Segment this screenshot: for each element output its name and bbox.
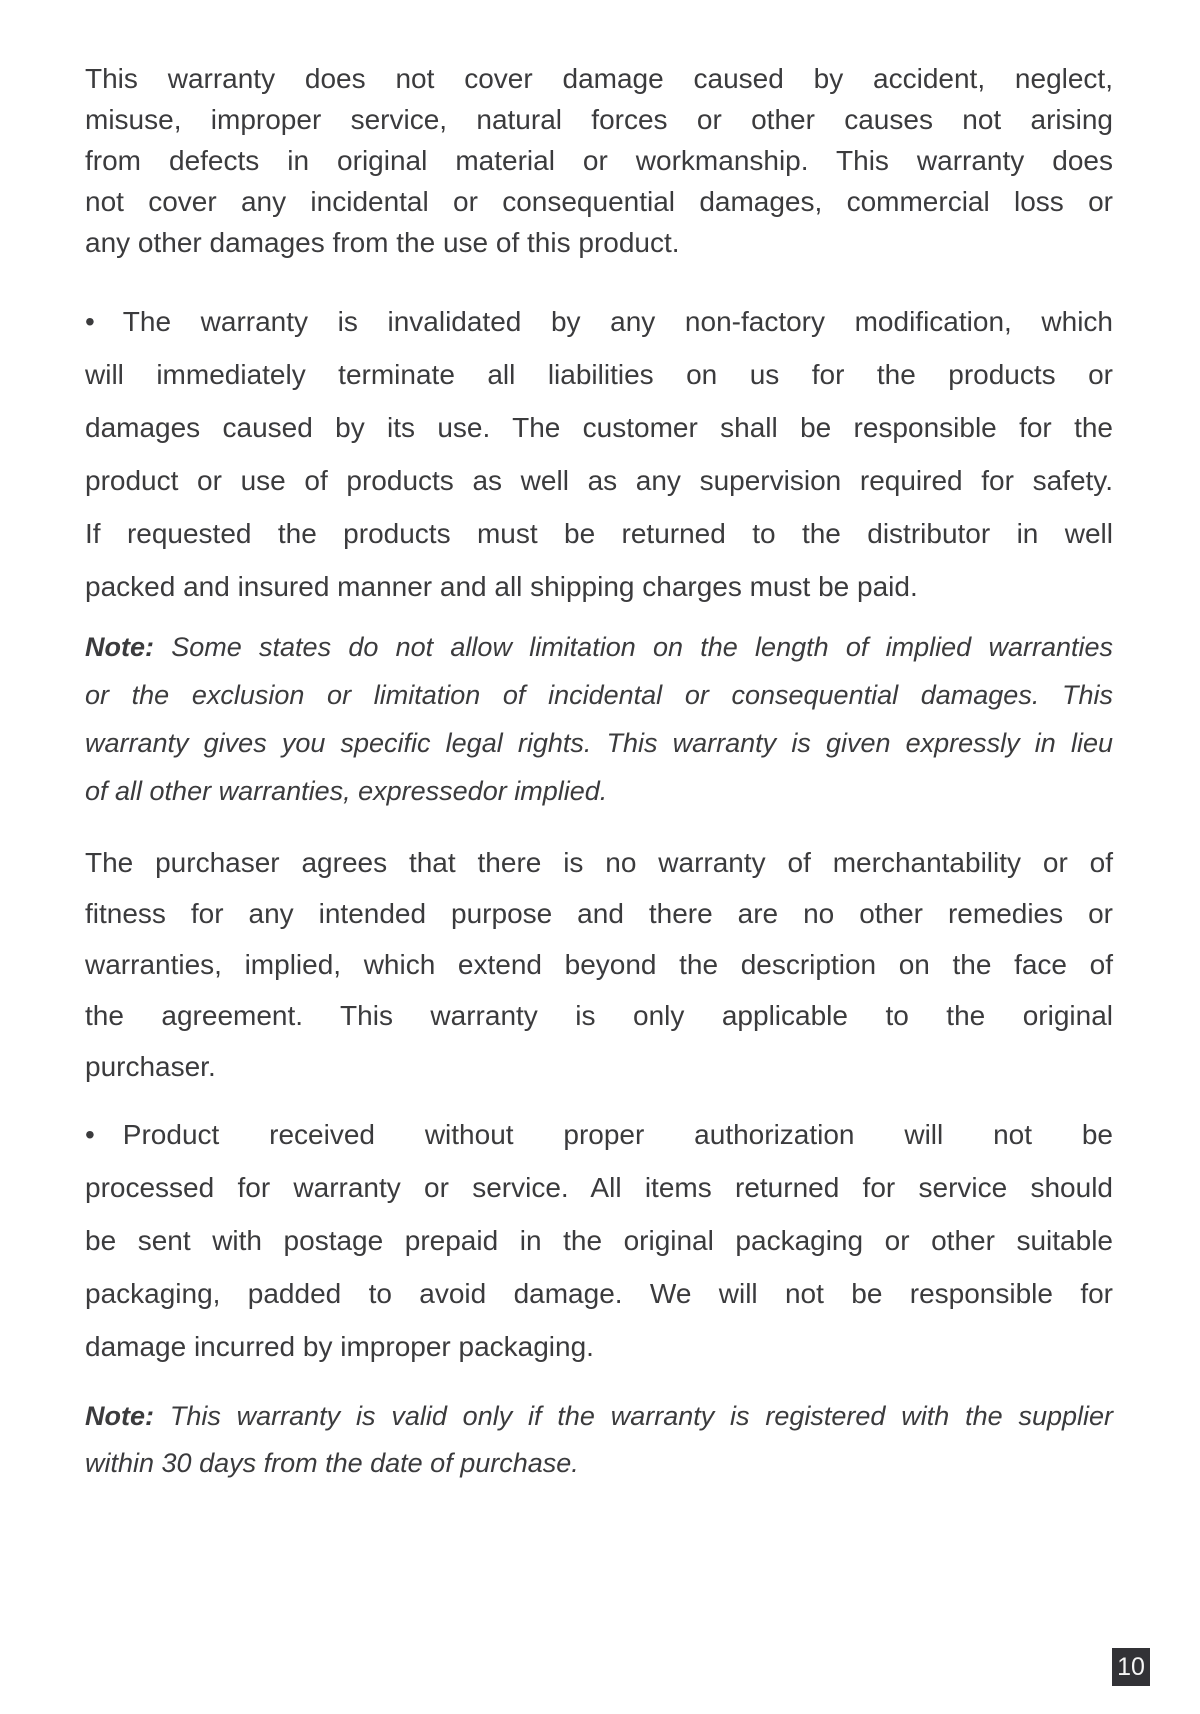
text-line: warranties, implied, which extend beyond the description on the face of [85, 949, 1113, 980]
text-line: from defects in original material or workmanship. This warranty does [85, 145, 1113, 176]
text-line: Note: This warranty is valid only if the warranty is registered with the supplier [85, 1401, 1113, 1431]
text-line: This warranty does not cover damage caused by accident, neglect, [85, 63, 1113, 94]
text-line: will immediately terminate all liabilities on us for the products or [85, 359, 1113, 390]
text-line: of all other warranties, expressedor implied. [85, 776, 608, 806]
note-implied-warranties [85, 623, 1113, 815]
note-registration [85, 1393, 1113, 1487]
text-line: be sent with postage prepaid in the original packaging or other suitable [85, 1225, 1113, 1256]
text-line: within 30 days from the date of purchase. [85, 1448, 579, 1478]
text-line: packed and insured manner and all shipping charges must be paid. [85, 571, 918, 602]
text-line: any other damages from the use of this product. [85, 227, 680, 258]
text-line: The purchaser agrees that there is no warranty of merchantability or of [85, 847, 1113, 878]
text-line: If requested the products must be returned to the distributor in well [85, 518, 1113, 549]
note-label: Note: [85, 632, 154, 662]
text-line: misuse, improper service, natural forces or other causes not arising [85, 104, 1113, 135]
text-line: warranty gives you specific legal rights. This warranty is given expressly in lieu [85, 728, 1113, 758]
text-line: packaging, padded to avoid damage. We will not be responsible for [85, 1278, 1113, 1309]
bullet-non-factory-modification [85, 295, 1113, 613]
note-label: Note: [85, 1401, 154, 1431]
text-line: • The warranty is invalidated by any non-factory modification, which [85, 306, 1113, 337]
text-line: Note: Some states do not allow limitation on the length of implied warranties [85, 632, 1113, 662]
bullet-authorization [85, 1108, 1113, 1373]
text-line: processed for warranty or service. All items returned for service should [85, 1172, 1113, 1203]
text-line: • Product received without proper authorization will not be [85, 1119, 1113, 1150]
text-line: the agreement. This warranty is only applicable to the original [85, 1000, 1113, 1031]
text-line: fitness for any intended purpose and there are no other remedies or [85, 898, 1113, 929]
paragraph-merchantability [85, 837, 1113, 1092]
text-line: damages caused by its use. The customer shall be responsible for the [85, 412, 1113, 443]
text-line: damage incurred by improper packaging. [85, 1331, 594, 1362]
text-line: or the exclusion or limitation of incidental or consequential damages. This [85, 680, 1113, 710]
paragraph-warranty-exclusions [85, 58, 1113, 263]
text-line: not cover any incidental or consequential damages, commercial loss or [85, 186, 1113, 217]
text-line: purchaser. [85, 1051, 216, 1082]
warranty-text-content [85, 58, 1113, 1487]
page-number-badge: 10 [1112, 1648, 1150, 1686]
text-line: product or use of products as well as any supervision required for safety. [85, 465, 1113, 496]
